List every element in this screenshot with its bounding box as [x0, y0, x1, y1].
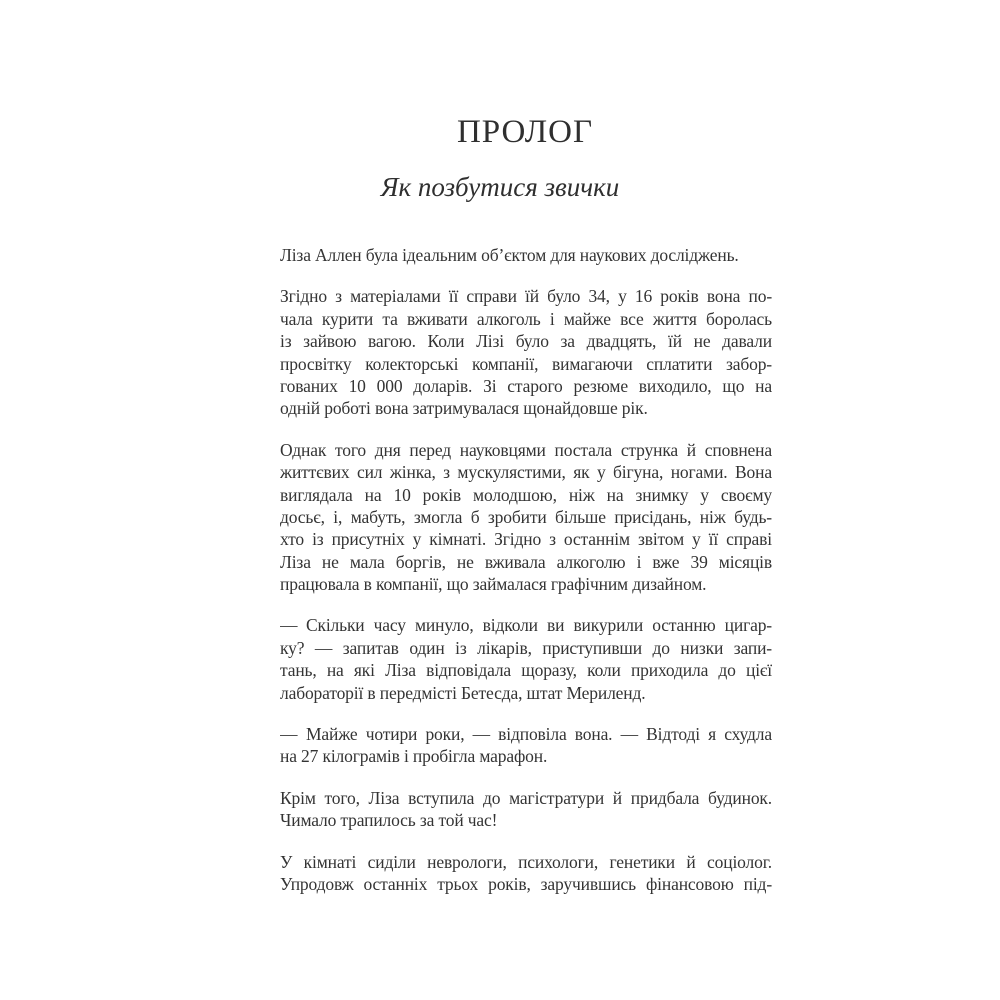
text-line: лабораторії в передмісті Бетесда, штат Мериленд. — [280, 682, 646, 703]
text-line: Ліза не мала боргів, не вживала алкоголю і вже 39 місяців — [280, 551, 772, 572]
paragraph — [280, 787, 772, 832]
text-line: тань, на які Ліза відповідала щоразу, коли приходила до цієї — [280, 660, 772, 681]
text-line: одній роботі вона затримувалася щонайдовше рік. — [280, 398, 648, 419]
text-line: чала курити та вживати алкоголь і майже все життя боролась — [280, 308, 772, 329]
text-line: із зайвою вагою. Коли Лізі було за двадцять, їй не давали — [280, 331, 772, 352]
text-line: просвітку колекторські компанії, вимагаючи сплатити забор- — [280, 353, 772, 374]
text-line: Упродовж останніх трьох років, заручившись фінансовою під- — [280, 873, 772, 894]
chapter-subtitle: Як позбутися звички — [380, 172, 620, 202]
page-body — [280, 244, 772, 914]
text-line: Ліза Аллен була ідеальним об’єктом для наукових досліджень. — [280, 245, 739, 265]
chapter-title: ПРОЛОГ — [456, 114, 594, 150]
text-line: Крім того, Ліза вступила до магістратури й придбала будинок. — [280, 787, 772, 808]
text-line: досьє, і, мабуть, змогла б зробити більше присідань, ніж будь- — [280, 506, 772, 527]
text-line: Однак того дня перед науковцями постала струнка й сповнена — [280, 439, 772, 460]
text-line: працювала в компанії, що займалася графічним дизайном. — [280, 574, 707, 595]
text-line: — Скільки часу минуло, відколи ви викурили останню цигар- — [280, 615, 772, 636]
paragraph — [280, 851, 772, 896]
text-line: — Майже чотири роки, — відповіла вона. — Відтоді я схудла — [280, 724, 772, 745]
text-line: життєвих сил жінка, з мускулястими, як у бігуна, ногами. Вона — [280, 462, 772, 483]
paragraph — [280, 285, 772, 419]
text-line: хто із присутніх у кімнаті. Згідно з останнім звітом у її справі — [280, 529, 772, 550]
paragraph — [280, 614, 772, 704]
text-line: Чимало трапилось за той час! — [280, 810, 498, 831]
text-line: на 27 кілограмів і пробігла марафон. — [280, 746, 548, 767]
text-line: гованих 10 000 доларів. Зі старого резюме виходило, що на — [280, 375, 772, 396]
text-line: У кімнаті сиділи неврологи, психологи, генетики й соціолог. — [280, 851, 772, 872]
paragraph — [280, 439, 772, 596]
paragraph — [280, 244, 772, 266]
text-line: виглядала на 10 років молодшою, ніж на знимку у своєму — [280, 484, 772, 505]
text-line: ку? — запитав один із лікарів, приступивши до низки запи- — [280, 637, 772, 658]
paragraph — [280, 723, 772, 768]
text-line: Згідно з матеріалами її справи їй було 34, у 16 років вона по- — [280, 286, 772, 307]
